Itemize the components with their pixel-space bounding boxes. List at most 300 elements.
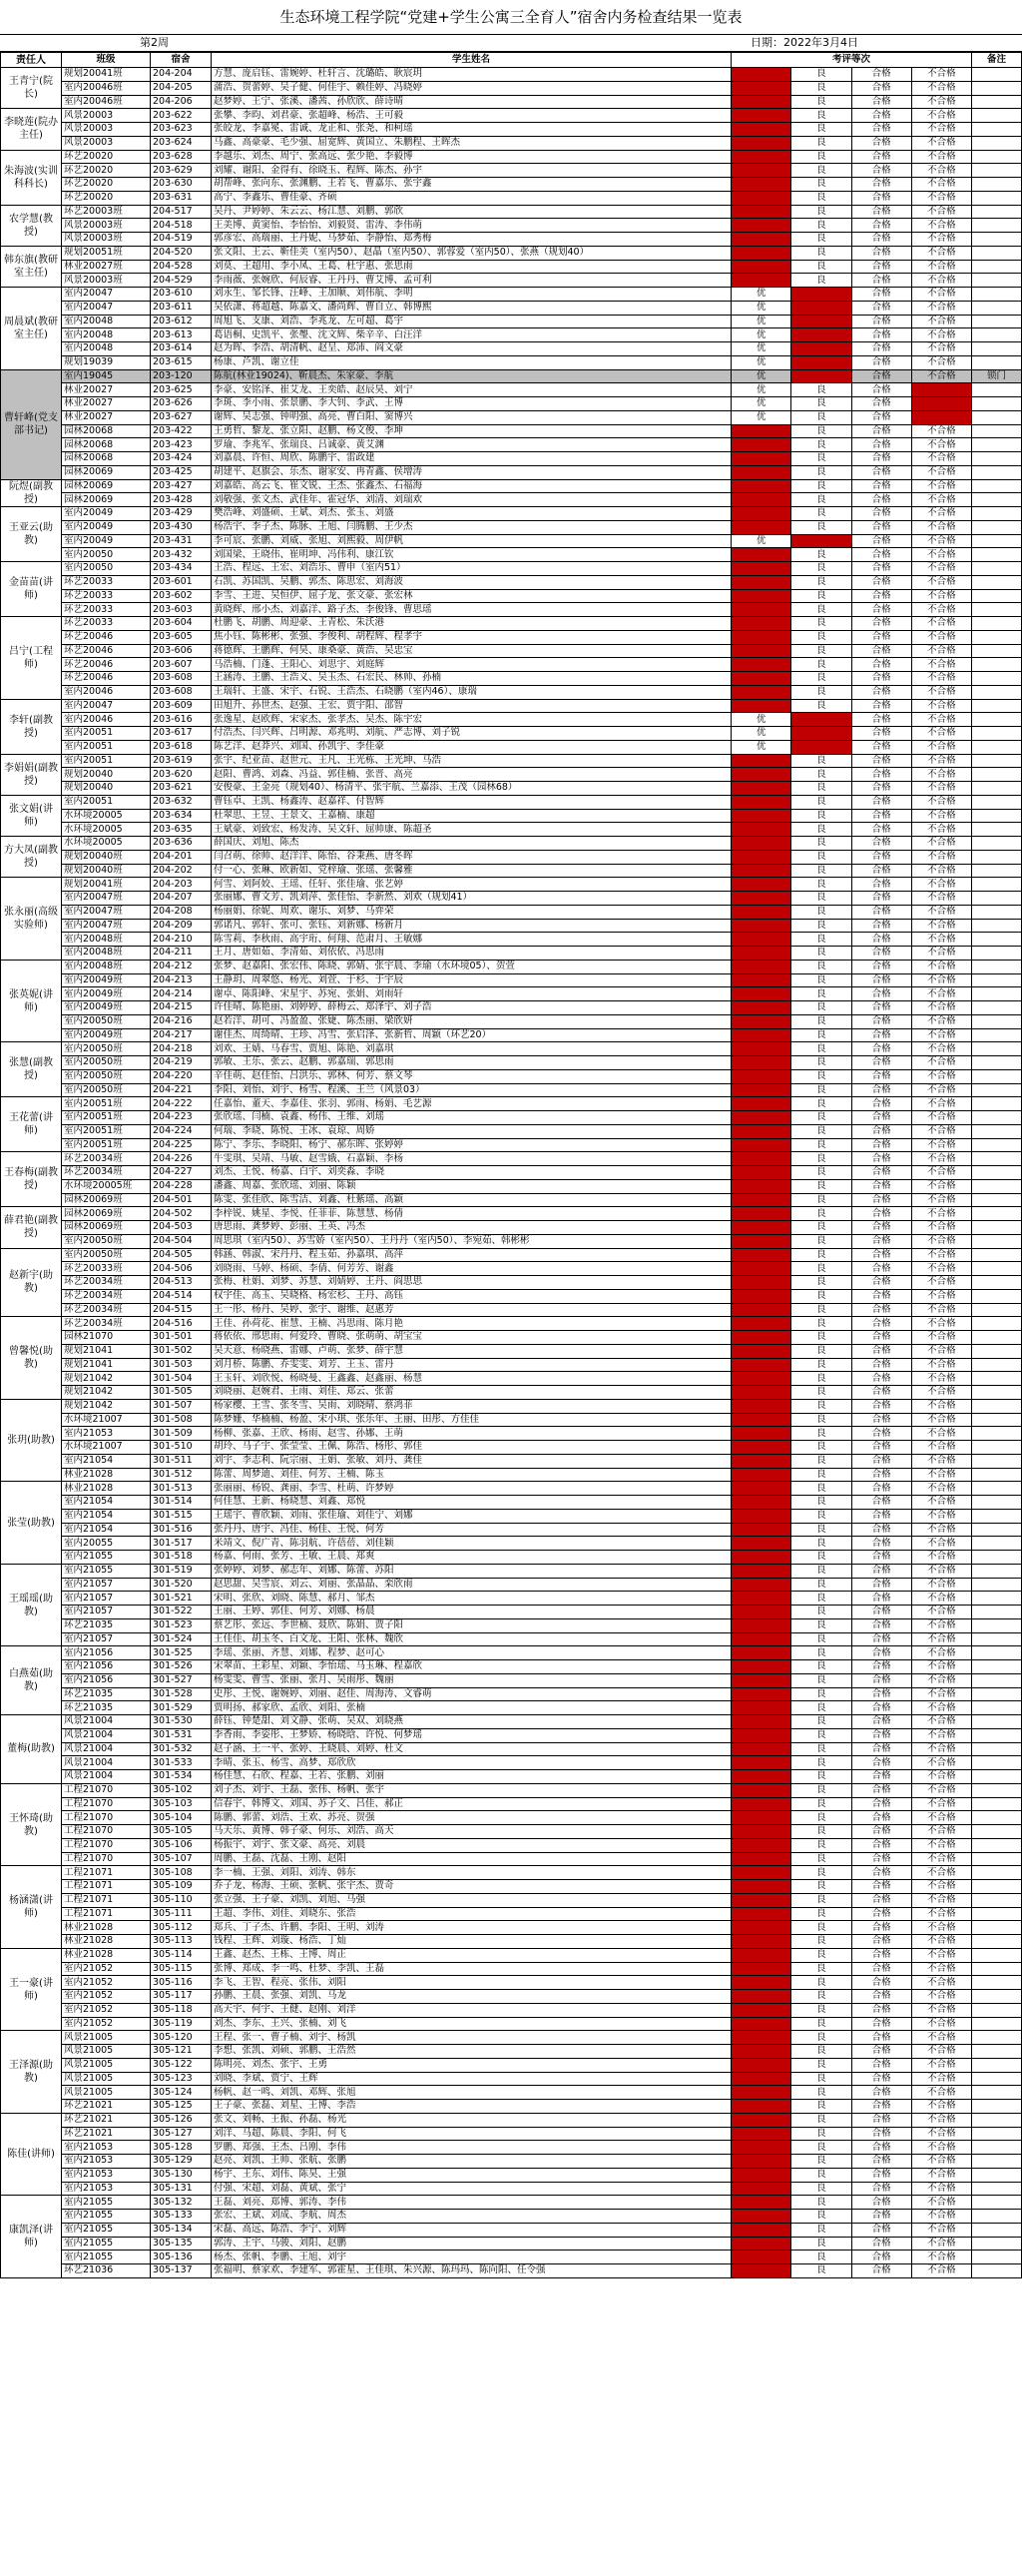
table-row <box>1 795 1022 809</box>
note-cell <box>972 1893 1022 1907</box>
grade-cell-4: 不合格 <box>911 548 971 562</box>
note-cell <box>972 933 1022 947</box>
grade-cell-2: 良 <box>791 355 851 369</box>
grade-cell-2: 良 <box>791 1028 851 1042</box>
table-row <box>1 410 1022 424</box>
grade-cell-2: 良 <box>791 837 851 851</box>
class-cell: 室内21055 <box>62 2210 151 2224</box>
names-cell: 蒋德辉、王鹏辉、何昊、康桑豪、黄浩、吴忠宝 <box>212 644 732 658</box>
responsible-cell: 吕宁(工程师) <box>1 617 62 700</box>
grade-cell-3: 合格 <box>851 864 911 878</box>
grade-cell-3: 合格 <box>851 1811 911 1825</box>
names-cell: 张梅、杜娟、刘梦、苏慧、刘婧婷、王丹、阎思思 <box>212 1276 732 1290</box>
names-cell: 王一彤、杨丹、吴婷、张宇、谢维、赵惠芳 <box>212 1303 732 1317</box>
grade-cell-2: 良 <box>791 274 851 288</box>
grade-cell-1: 优 <box>732 2168 791 2182</box>
table-row <box>1 1728 1022 1742</box>
grade-cell-4: 不合格 <box>911 164 971 178</box>
names-cell: 安俊豪、王金亮（规划40）、杨清平、张宇航、兰嘉添、王茂（园林68） <box>212 782 732 796</box>
names-cell: 郭涛、王宇、马骏、刘阳、赵鹏 <box>212 2237 732 2251</box>
grade-cell-3: 合格 <box>851 1317 911 1331</box>
room-cell: 203-629 <box>151 164 212 178</box>
table-row <box>1 754 1022 768</box>
names-cell: 王斌豪、刘致宏、杨发涛、吴文轩、屈帅康、陈超圣 <box>212 823 732 837</box>
table-row <box>1 479 1022 493</box>
grade-cell-2: 良 <box>791 1193 851 1207</box>
room-cell: 301-511 <box>151 1454 212 1468</box>
responsible-cell: 王一豪(讲师) <box>1 1948 62 2031</box>
table-row <box>1 823 1022 837</box>
names-cell: 张丽娜、曹文芳、凯刘萍、张佳怡、李新然、刘欢（规划41） <box>212 892 732 906</box>
grade-cell-4: 不合格 <box>911 534 971 548</box>
table-row <box>1 2072 1022 2086</box>
table-row <box>1 123 1022 137</box>
class-cell: 室内20048班 <box>62 933 151 947</box>
grade-cell-3: 合格 <box>851 1783 911 1797</box>
table-row <box>1 1166 1022 1180</box>
table-row <box>1 1413 1022 1427</box>
table-row <box>1 905 1022 919</box>
grade-cell-3: 合格 <box>851 2058 911 2072</box>
grade-cell-2: 良 <box>791 2017 851 2031</box>
grade-cell-3: 合格 <box>851 973 911 987</box>
room-cell: 305-111 <box>151 1907 212 1921</box>
class-cell: 工程21070 <box>62 1797 151 1811</box>
grade-cell-4: 不合格 <box>911 274 971 288</box>
class-cell: 工程21070 <box>62 1783 151 1797</box>
grade-cell-3: 合格 <box>851 191 911 205</box>
class-cell: 风景20003班 <box>62 233 151 247</box>
grade-cell-4: 不合格 <box>911 1344 971 1358</box>
names-cell: 刘宇、李志利、阮宗丽、王娟、张敏、刘丹、龚佳 <box>212 1454 732 1468</box>
room-cell: 301-528 <box>151 1687 212 1701</box>
room-cell: 203-631 <box>151 191 212 205</box>
grade-cell-3: 合格 <box>851 1537 911 1551</box>
table-row <box>1 205 1022 219</box>
names-cell: 赵阳、曹鸿、刘森、冯益、郭佳楠、张晋、高亮 <box>212 768 732 782</box>
grade-cell-4: 不合格 <box>911 260 971 274</box>
names-cell: 张丹丹、唐宇、冯佳、杨佳、王悦、何芳 <box>212 1523 732 1537</box>
grade-cell-3: 合格 <box>851 1399 911 1413</box>
class-cell: 风景21005 <box>62 2031 151 2045</box>
table-row <box>1 1317 1022 1331</box>
names-cell: 马浩楠、门蓬、王阳心、刘思宇、刘庭辉 <box>212 658 732 672</box>
table-row <box>1 2182 1022 2196</box>
table-row <box>1 1907 1022 1921</box>
grade-cell-1: 优 <box>732 81 791 95</box>
room-cell: 305-115 <box>151 1962 212 1976</box>
grade-cell-3: 合格 <box>851 342 911 356</box>
room-cell: 204-204 <box>151 68 212 82</box>
grade-cell-1: 优 <box>732 933 791 947</box>
grade-cell-4: 不合格 <box>911 1441 971 1455</box>
grade-cell-4: 不合格 <box>911 2045 971 2059</box>
grade-cell-4: 不合格 <box>911 355 971 369</box>
class-cell: 园林20069 <box>62 465 151 479</box>
class-cell: 环艺21035 <box>62 1618 151 1632</box>
class-cell: 环艺20046 <box>62 672 151 686</box>
room-cell: 305-112 <box>151 1921 212 1935</box>
table-row <box>1 864 1022 878</box>
grade-cell-4: 不合格 <box>911 205 971 219</box>
grade-cell-3: 合格 <box>851 123 911 137</box>
grade-cell-3: 合格 <box>851 1427 911 1441</box>
table-row <box>1 2196 1022 2210</box>
note-cell <box>972 823 1022 837</box>
room-cell: 204-528 <box>151 260 212 274</box>
grade-cell-1: 优 <box>732 947 791 961</box>
grade-cell-2: 良 <box>791 2113 851 2127</box>
grade-cell-4: 不合格 <box>911 465 971 479</box>
names-cell: 闫召萌、徐帅、赵洋洋、陈怡、谷秉燕、唐冬晖 <box>212 850 732 864</box>
grade-cell-2: 良 <box>791 1386 851 1400</box>
note-cell <box>972 699 1022 713</box>
grade-cell-1: 优 <box>732 1632 791 1646</box>
grade-cell-2: 良 <box>791 947 851 961</box>
note-cell <box>972 782 1022 796</box>
grade-cell-2: 良 <box>791 933 851 947</box>
responsible-cell: 白燕茹(助教) <box>1 1646 62 1715</box>
room-cell: 203-602 <box>151 589 212 603</box>
table-row <box>1 2017 1022 2031</box>
grade-cell-2: 良 <box>791 1001 851 1015</box>
grade-cell-4: 不合格 <box>911 233 971 247</box>
table-row <box>1 397 1022 411</box>
class-cell: 园林20068 <box>62 452 151 466</box>
note-cell <box>972 1289 1022 1303</box>
grade-cell-1: 优 <box>732 1825 791 1839</box>
table-row <box>1 987 1022 1001</box>
names-cell: 杨佳慧、石欣、程嘉、王若、张鹏、刘丽 <box>212 1770 732 1784</box>
class-cell: 风景21004 <box>62 1715 151 1729</box>
note-cell <box>972 1234 1022 1248</box>
grade-cell-1: 优 <box>732 1742 791 1756</box>
note-cell <box>972 1770 1022 1784</box>
grade-cell-2: 良 <box>791 864 851 878</box>
room-cell: 305-104 <box>151 1811 212 1825</box>
class-cell: 室内20046 <box>62 713 151 727</box>
class-cell: 室内20051班 <box>62 1097 151 1111</box>
grade-cell-1: 优 <box>732 1207 791 1221</box>
names-cell: 王勇哲、黎龙、张立阳、赵鹏、杨文俊、李坤 <box>212 424 732 438</box>
note-cell <box>972 205 1022 219</box>
names-cell: 陈宁、李乐、李晓阳、杨宁、郝东晖、张婷婷 <box>212 1138 732 1152</box>
table-row <box>1 1646 1022 1660</box>
grade-cell-3: 合格 <box>851 288 911 302</box>
grade-cell-1: 优 <box>732 1193 791 1207</box>
note-cell <box>972 328 1022 342</box>
names-cell: 王静玥、周翠悠、杨光、刘萱、于杉、于宇辰 <box>212 973 732 987</box>
class-cell: 室内20049 <box>62 507 151 521</box>
names-cell: 杨浩宇、李子杰、陈脉、王旭、闫腾鹏、王少杰 <box>212 520 732 534</box>
room-cell: 301-531 <box>151 1728 212 1742</box>
grade-cell-1: 优 <box>732 1372 791 1386</box>
names-cell: 潘鑫、周嘉、张欣瑶、刘丽、陈颖 <box>212 1179 732 1193</box>
table-row <box>1 260 1022 274</box>
names-cell: 王美博、黄窦怡、李怡怡、刘毅贤、雷涛、李伟萌 <box>212 219 732 233</box>
grade-cell-4: 不合格 <box>911 933 971 947</box>
note-cell <box>972 1303 1022 1317</box>
note-cell <box>972 1742 1022 1756</box>
grade-cell-2: 良 <box>791 288 851 302</box>
room-cell: 204-516 <box>151 1317 212 1331</box>
names-cell: 陈鹏、郭蕾、刘浩、王欢、苏亮、贺强 <box>212 1811 732 1825</box>
grade-cell-4: 不合格 <box>911 672 971 686</box>
table-row <box>1 438 1022 452</box>
responsible-cell: 张永丽(高级实验师) <box>1 878 62 961</box>
grade-cell-2: 良 <box>791 1976 851 1990</box>
room-cell: 204-216 <box>151 1014 212 1028</box>
grade-cell-3: 合格 <box>851 150 911 164</box>
table-row <box>1 1715 1022 1729</box>
room-cell: 204-529 <box>151 274 212 288</box>
note-cell <box>972 1866 1022 1880</box>
header-note: 备注 <box>972 53 1022 68</box>
table-row <box>1 150 1022 164</box>
note-cell <box>972 2113 1022 2127</box>
note-cell <box>972 1825 1022 1839</box>
grade-cell-4: 不合格 <box>911 1331 971 1345</box>
room-cell: 203-632 <box>151 795 212 809</box>
table-row <box>1 1179 1022 1193</box>
note-cell <box>972 1701 1022 1715</box>
class-cell: 室内21055 <box>62 2223 151 2237</box>
grade-cell-1: 优 <box>732 1056 791 1070</box>
grade-cell-3: 合格 <box>851 1838 911 1852</box>
room-cell: 204-503 <box>151 1221 212 1235</box>
room-cell: 203-628 <box>151 150 212 164</box>
names-cell: 许佳晴、陈艳丽、刘婷婷、薛梅云、郑泽宇、刘子浩 <box>212 1001 732 1015</box>
note-cell <box>972 630 1022 644</box>
class-cell: 室内20047 <box>62 301 151 315</box>
table-row <box>1 658 1022 672</box>
grade-cell-1: 优 <box>732 754 791 768</box>
grade-cell-3: 合格 <box>851 2223 911 2237</box>
grade-cell-3: 合格 <box>851 68 911 82</box>
grade-cell-1: 优 <box>732 644 791 658</box>
names-cell: 王超、李伟、刘佳、刘晓东、张浩 <box>212 1907 732 1921</box>
grade-cell-2: 良 <box>791 136 851 150</box>
note-cell <box>972 1221 1022 1235</box>
note-cell <box>972 164 1022 178</box>
grade-cell-2: 良 <box>791 1303 851 1317</box>
grade-cell-2: 良 <box>791 1797 851 1811</box>
class-cell: 室内21052 <box>62 2003 151 2017</box>
grade-cell-3: 合格 <box>851 2003 911 2017</box>
table-row <box>1 1083 1022 1097</box>
class-cell: 室内20051班 <box>62 1111 151 1125</box>
table-row <box>1 1042 1022 1056</box>
room-cell: 301-522 <box>151 1606 212 1619</box>
grade-cell-4: 不合格 <box>911 123 971 137</box>
grade-cell-4: 不合格 <box>911 424 971 438</box>
note-cell <box>972 1646 1022 1660</box>
grade-cell-1: 优 <box>732 342 791 356</box>
note-cell <box>972 2031 1022 2045</box>
room-cell: 203-621 <box>151 782 212 796</box>
table-row <box>1 1756 1022 1770</box>
date-label: 日期：2022年3月4日 <box>751 36 858 49</box>
room-cell: 305-136 <box>151 2251 212 2264</box>
grade-cell-4: 不合格 <box>911 795 971 809</box>
names-cell: 吴天意、杨晓燕、雷娜、卢萌、张梦、薛宇慧 <box>212 1344 732 1358</box>
room-cell: 203-607 <box>151 658 212 672</box>
responsible-cell: 康凯泽(讲师) <box>1 2196 62 2278</box>
room-cell: 203-423 <box>151 438 212 452</box>
table-row <box>1 973 1022 987</box>
responsible-cell: 朱海波(实训科科长) <box>1 150 62 205</box>
grade-cell-1: 优 <box>732 109 791 123</box>
note-cell <box>972 1454 1022 1468</box>
note-cell <box>972 438 1022 452</box>
class-cell: 室内21055 <box>62 2251 151 2264</box>
grade-cell-4: 不合格 <box>911 2223 971 2237</box>
grade-cell-1: 优 <box>732 1523 791 1537</box>
table-row <box>1 219 1022 233</box>
grade-cell-1: 优 <box>732 1935 791 1949</box>
grade-cell-4: 不合格 <box>911 136 971 150</box>
class-cell: 环艺21021 <box>62 2113 151 2127</box>
room-cell: 301-533 <box>151 1756 212 1770</box>
grade-cell-2: 良 <box>791 1962 851 1976</box>
grade-cell-2: 良 <box>791 465 851 479</box>
names-cell: 陈梦姗、华楠楠、杨盈、宋小琪、张乐年、王丽、田彤、方佳佳 <box>212 1413 732 1427</box>
grade-cell-2: 良 <box>791 1097 851 1111</box>
names-cell: 唐思雨、龚梦婷、彭丽、王英、冯杰 <box>212 1221 732 1235</box>
class-cell: 工程21070 <box>62 1838 151 1852</box>
table-row <box>1 1303 1022 1317</box>
grade-cell-2: 良 <box>791 219 851 233</box>
names-cell: 李一楠、王强、刘阳、刘涛、韩东 <box>212 1866 732 1880</box>
class-cell: 室内21053 <box>62 1427 151 1441</box>
names-cell: 李雪、王进、吴恒伊、屈子龙、张文豪、张宏林 <box>212 589 732 603</box>
room-cell: 203-636 <box>151 837 212 851</box>
grade-cell-1: 优 <box>732 1386 791 1400</box>
table-row <box>1 95 1022 109</box>
names-cell: 薛国庆、刘旭、陈杰 <box>212 837 732 851</box>
grade-cell-4: 不合格 <box>911 397 971 411</box>
table-row <box>1 1496 1022 1510</box>
class-cell: 工程21071 <box>62 1880 151 1894</box>
names-cell: 张宇、纪亚苗、赵世元、王凡、王光栋、王光坤、马浩 <box>212 754 732 768</box>
note-cell <box>972 987 1022 1001</box>
grade-cell-4: 不合格 <box>911 1606 971 1619</box>
room-cell: 301-503 <box>151 1358 212 1372</box>
class-cell: 风景21004 <box>62 1770 151 1784</box>
grade-cell-1: 优 <box>732 1399 791 1413</box>
grade-cell-2: 良 <box>791 809 851 823</box>
names-cell: 王瑶宇、曹欣颖、刘雨、张佳瑜、刘佳宁、刘娜 <box>212 1509 732 1523</box>
names-cell: 方慧、庞启钰、雷婉婷、杜轩言、沈璐皓、耿宸玥 <box>212 68 732 82</box>
room-cell: 204-220 <box>151 1069 212 1083</box>
grade-cell-3: 合格 <box>851 1797 911 1811</box>
grade-cell-1: 优 <box>732 2223 791 2237</box>
grade-cell-3: 合格 <box>851 1138 911 1152</box>
names-cell: 何瑞、李晓、陈悦、王冰、袁琼、周娇 <box>212 1124 732 1138</box>
room-cell: 204-501 <box>151 1193 212 1207</box>
room-cell: 305-106 <box>151 1838 212 1852</box>
class-cell: 室内20049班 <box>62 973 151 987</box>
grade-cell-3: 合格 <box>851 727 911 741</box>
note-cell <box>972 2003 1022 2017</box>
table-row <box>1 1618 1022 1632</box>
table-row <box>1 1523 1022 1537</box>
grade-cell-4: 不合格 <box>911 1193 971 1207</box>
class-cell: 环艺21035 <box>62 1701 151 1715</box>
room-cell: 204-228 <box>151 1179 212 1193</box>
note-cell <box>972 2017 1022 2031</box>
grade-cell-1: 优 <box>732 219 791 233</box>
week-label: 第2周 <box>140 36 169 49</box>
grade-cell-2: 良 <box>791 1948 851 1962</box>
class-cell: 规划20040 <box>62 768 151 782</box>
grade-cell-1: 优 <box>732 1482 791 1496</box>
table-row <box>1 178 1022 192</box>
note-cell <box>972 2210 1022 2224</box>
note-cell <box>972 672 1022 686</box>
class-cell: 室内20050班 <box>62 1234 151 1248</box>
grade-cell-1: 优 <box>732 424 791 438</box>
room-cell: 203-609 <box>151 699 212 713</box>
room-cell: 305-118 <box>151 2003 212 2017</box>
note-cell <box>972 768 1022 782</box>
class-cell: 规划19039 <box>62 355 151 369</box>
grade-cell-4: 不合格 <box>911 507 971 521</box>
grade-cell-4: 不合格 <box>911 1427 971 1441</box>
names-cell: 赵亮、刘凯、王帅、张航、张鹏 <box>212 2155 732 2169</box>
grade-cell-4: 不合格 <box>911 1701 971 1715</box>
grade-cell-2: 良 <box>791 1618 851 1632</box>
grade-cell-3: 合格 <box>851 1042 911 1056</box>
grade-cell-4: 不合格 <box>911 823 971 837</box>
grade-cell-3: 合格 <box>851 219 911 233</box>
grade-cell-2: 良 <box>791 2210 851 2224</box>
grade-cell-1: 优 <box>732 768 791 782</box>
responsible-cell: 李轩(副教授) <box>1 699 62 754</box>
class-cell: 室内20049班 <box>62 1028 151 1042</box>
table-row <box>1 575 1022 589</box>
responsible-cell: 张玥(助教) <box>1 1399 62 1482</box>
names-cell: 王浩、程远、王宏、刘浩乐、曹申（室内51） <box>212 562 732 576</box>
grade-cell-4: 不合格 <box>911 150 971 164</box>
table-row <box>1 2031 1022 2045</box>
class-cell: 室内20049班 <box>62 1001 151 1015</box>
note-cell <box>972 603 1022 617</box>
responsible-cell: 韩东旗(教研室主任) <box>1 246 62 287</box>
grade-cell-3: 合格 <box>851 2127 911 2141</box>
grade-cell-2: 良 <box>791 479 851 493</box>
grade-cell-3: 合格 <box>851 260 911 274</box>
grade-cell-3: 合格 <box>851 1523 911 1537</box>
note-cell <box>972 1069 1022 1083</box>
responsible-cell: 陈佳(讲师) <box>1 2113 62 2196</box>
grade-cell-2: 良 <box>791 1276 851 1290</box>
grade-cell-1: 优 <box>732 1221 791 1235</box>
grade-cell-4: 不合格 <box>911 905 971 919</box>
note-cell <box>972 1179 1022 1193</box>
grade-cell-4: 不合格 <box>911 301 971 315</box>
room-cell: 203-622 <box>151 109 212 123</box>
class-cell: 室内20047班 <box>62 892 151 906</box>
note-cell <box>972 1935 1022 1949</box>
grade-cell-2: 良 <box>791 1441 851 1455</box>
room-cell: 203-425 <box>151 465 212 479</box>
grade-cell-1: 优 <box>732 1578 791 1592</box>
names-cell: 王佳、孙荷花、崔慧、王楠、冯思雨、陈月艳 <box>212 1317 732 1331</box>
grade-cell-4: 不合格 <box>911 1399 971 1413</box>
grade-cell-2: 良 <box>791 1551 851 1565</box>
note-cell <box>972 1509 1022 1523</box>
